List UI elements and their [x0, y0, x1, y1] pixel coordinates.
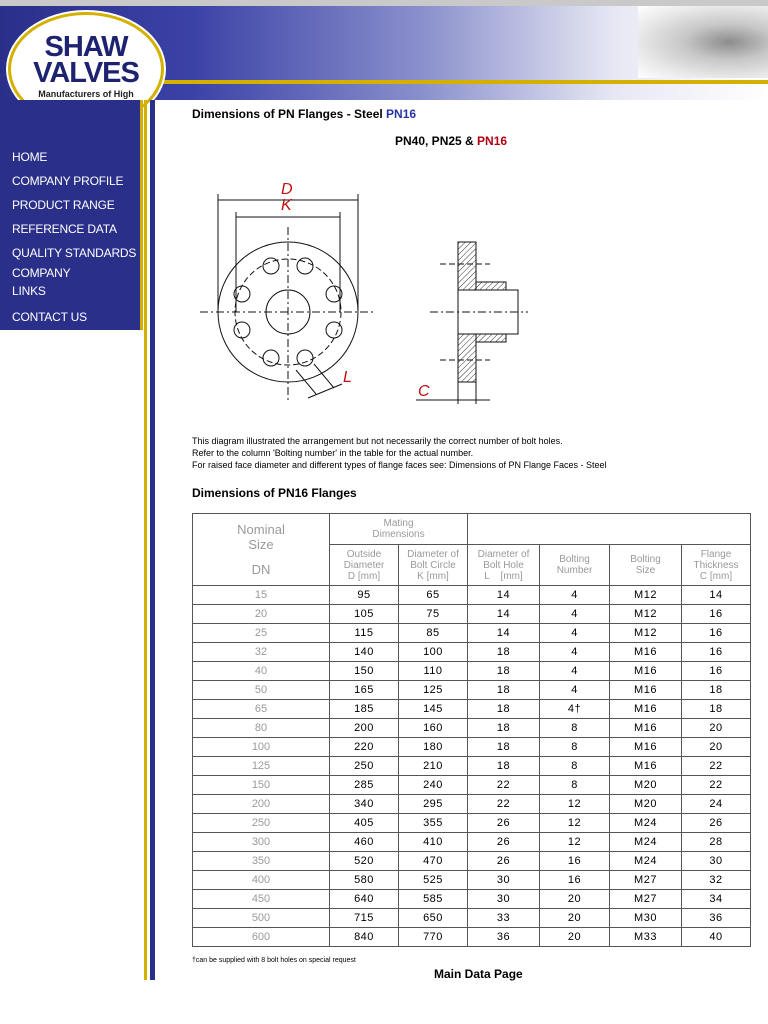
cell-value: 295 — [399, 795, 468, 814]
cell-value: 4 — [540, 643, 610, 662]
nav-reference-data[interactable]: REFERENCE DATA — [12, 222, 117, 236]
header-bolt-circle — [399, 545, 468, 586]
header-blank — [468, 514, 751, 545]
sidebar-gold-edge — [140, 100, 143, 330]
cell-value: M12 — [610, 605, 682, 624]
cell-value: 165 — [330, 681, 399, 700]
cell-value: 22 — [468, 795, 540, 814]
cell-dn: 125 — [193, 757, 330, 776]
cell-value: 16 — [682, 643, 751, 662]
table-row — [193, 890, 751, 909]
header-od-1: Outside — [346, 548, 382, 560]
cell-dn: 400 — [193, 871, 330, 890]
cell-value: 18 — [468, 738, 540, 757]
cell-value: M30 — [610, 909, 682, 928]
table-row — [193, 795, 751, 814]
flange-side-view — [416, 242, 528, 404]
note-line-1: This diagram illustrated the arrangement but not necessarily the correct number of bolt holes. — [192, 436, 563, 446]
cell-value: 22 — [682, 776, 751, 795]
cell-value: 405 — [330, 814, 399, 833]
nav-home[interactable]: HOME — [12, 150, 48, 164]
cell-value: 16 — [682, 624, 751, 643]
cell-value: 20 — [540, 909, 610, 928]
nav-company-profile[interactable]: COMPANY PROFILE — [12, 174, 124, 188]
table-row — [193, 681, 751, 700]
cell-value: 28 — [682, 833, 751, 852]
header-mating-2: Dimensions — [372, 529, 425, 540]
table-row — [193, 586, 751, 605]
cell-dn: 350 — [193, 852, 330, 871]
cell-value: M12 — [610, 586, 682, 605]
cell-value: 355 — [399, 814, 468, 833]
cell-value: 18 — [468, 662, 540, 681]
cell-value: 210 — [399, 757, 468, 776]
cell-dn: 500 — [193, 909, 330, 928]
header-ft-3: C [mm] — [699, 570, 733, 582]
cell-value: 16 — [682, 605, 751, 624]
cell-value: 30 — [468, 871, 540, 890]
page-title-text: Dimensions of PN Flanges - Steel — [192, 107, 387, 121]
diagram-label-c: C — [418, 383, 430, 400]
header-dn: DN — [251, 562, 271, 577]
diagram-label-d: D — [281, 181, 293, 198]
cell-dn: 200 — [193, 795, 330, 814]
page-title-pn: PN16 — [386, 107, 417, 121]
table-row — [193, 814, 751, 833]
cell-value: 100 — [399, 643, 468, 662]
nav-company-links-2[interactable]: LINKS — [12, 284, 46, 298]
table-row — [193, 928, 751, 947]
cell-value: 585 — [399, 890, 468, 909]
note-line-3[interactable]: For raised face diameter and different types of flange faces see: Dimensions of PN Flange Faces - Steel — [192, 460, 607, 470]
cell-dn: 150 — [193, 776, 330, 795]
cell-value: 18 — [468, 700, 540, 719]
cell-value: 18 — [682, 700, 751, 719]
table-row — [193, 852, 751, 871]
cell-value: 4 — [540, 681, 610, 700]
header-bc-1: Diameter of — [407, 548, 459, 560]
cell-value: 18 — [468, 719, 540, 738]
header-mating — [330, 514, 468, 545]
header-flange-thickness — [682, 545, 751, 586]
table-row — [193, 700, 751, 719]
cell-value: 75 — [399, 605, 468, 624]
header-bh-3: L [mm] — [484, 570, 523, 582]
cell-value: 26 — [468, 852, 540, 871]
cell-value: 16 — [682, 662, 751, 681]
cell-value: 770 — [399, 928, 468, 947]
logo-text-valves: VALVES — [33, 57, 139, 89]
cell-value: M27 — [610, 890, 682, 909]
cell-value: 95 — [330, 586, 399, 605]
cell-value: 20 — [540, 928, 610, 947]
flange-dimensions-table — [192, 513, 751, 947]
header-bs-1: Bolting — [630, 554, 661, 565]
header-nominal-1: Nominal — [237, 522, 285, 537]
cell-value: 4 — [540, 624, 610, 643]
cell-value: 20 — [682, 738, 751, 757]
cell-value: M24 — [610, 852, 682, 871]
cell-value: 4† — [540, 700, 610, 719]
cell-value: 18 — [468, 643, 540, 662]
table-row — [193, 909, 751, 928]
header-od-3: D [mm] — [347, 570, 381, 582]
table-title: Dimensions of PN16 Flanges — [192, 486, 357, 500]
cell-dn: 40 — [193, 662, 330, 681]
header-outside-diameter — [330, 545, 399, 586]
cell-value: 240 — [399, 776, 468, 795]
cell-value: 525 — [399, 871, 468, 890]
header-bc-2: Bolt Circle — [410, 559, 456, 571]
table-row — [193, 871, 751, 890]
cell-value: M16 — [610, 757, 682, 776]
cell-value: 580 — [330, 871, 399, 890]
flange-diagram — [190, 172, 540, 412]
cell-value: 33 — [468, 909, 540, 928]
cell-value: 4 — [540, 605, 610, 624]
cell-value: M12 — [610, 624, 682, 643]
cell-value: M16 — [610, 719, 682, 738]
cell-dn: 250 — [193, 814, 330, 833]
cell-value: 185 — [330, 700, 399, 719]
cell-value: M33 — [610, 928, 682, 947]
cell-value: 16 — [540, 871, 610, 890]
header-valve-photo — [638, 6, 768, 78]
header-nominal-size — [193, 514, 330, 586]
header-ft-2: Thickness — [693, 559, 739, 571]
cell-value: 8 — [540, 738, 610, 757]
table-row — [193, 719, 751, 738]
cell-dn: 32 — [193, 643, 330, 662]
cell-dn: 25 — [193, 624, 330, 643]
cell-value: 140 — [330, 643, 399, 662]
cell-value: 20 — [540, 890, 610, 909]
cell-value: 16 — [540, 852, 610, 871]
cell-value: 12 — [540, 795, 610, 814]
cell-value: M20 — [610, 795, 682, 814]
header-bh-1: Diameter of — [477, 548, 530, 560]
cell-value: 125 — [399, 681, 468, 700]
cell-value: M24 — [610, 814, 682, 833]
cell-value: 145 — [399, 700, 468, 719]
table-row — [193, 776, 751, 795]
cell-dn: 100 — [193, 738, 330, 757]
cell-value: 14 — [468, 605, 540, 624]
cell-value: 250 — [330, 757, 399, 776]
cell-value: 30 — [682, 852, 751, 871]
header-bs-2: Size — [635, 565, 656, 576]
cell-value: 150 — [330, 662, 399, 681]
cell-value: 14 — [682, 586, 751, 605]
cell-value: M16 — [610, 681, 682, 700]
cell-value: M20 — [610, 776, 682, 795]
header-bolting-number — [540, 545, 610, 586]
cell-value: 460 — [330, 833, 399, 852]
page-title — [192, 107, 416, 121]
nav-product-range[interactable]: PRODUCT RANGE — [12, 198, 115, 212]
table-row — [193, 605, 751, 624]
header-bolting-size — [610, 545, 682, 586]
diagram-label-l: L — [343, 369, 352, 386]
cell-dn: 300 — [193, 833, 330, 852]
cell-value: 110 — [399, 662, 468, 681]
cell-value: 115 — [330, 624, 399, 643]
logo-tagline-1: Manufacturers of High — [38, 89, 134, 99]
cell-value: 340 — [330, 795, 399, 814]
cell-value: 715 — [330, 909, 399, 928]
diagram-label-k: K — [281, 197, 292, 214]
cell-dn: 600 — [193, 928, 330, 947]
cell-value: 22 — [468, 776, 540, 795]
cell-value: 36 — [682, 909, 751, 928]
cell-value: 34 — [682, 890, 751, 909]
cell-value: 12 — [540, 833, 610, 852]
cell-value: 8 — [540, 719, 610, 738]
cell-value: 4 — [540, 586, 610, 605]
header-mating-1: Mating — [383, 518, 414, 529]
page-subtitle-text: PN40, PN25 & — [395, 134, 478, 148]
cell-value: 12 — [540, 814, 610, 833]
cell-value: 18 — [682, 681, 751, 700]
cell-dn: 20 — [193, 605, 330, 624]
nav-contact-us[interactable]: CONTACT US — [12, 310, 87, 324]
cell-value: 520 — [330, 852, 399, 871]
cell-dn: 80 — [193, 719, 330, 738]
cell-dn: 50 — [193, 681, 330, 700]
divider-blue-line — [150, 100, 155, 980]
cell-value: 8 — [540, 776, 610, 795]
page-subtitle-pn: PN16 — [477, 134, 508, 148]
header-ft-1: Flange — [700, 548, 732, 560]
footnote: †can be supplied with 8 bolt holes on special request — [192, 957, 356, 964]
page-subtitle — [395, 134, 507, 148]
cell-value: 640 — [330, 890, 399, 909]
cell-value: M16 — [610, 738, 682, 757]
cell-value: M16 — [610, 700, 682, 719]
header-bh-2: Bolt Hole — [483, 559, 524, 571]
table-body — [193, 586, 751, 947]
cell-value: 26 — [468, 814, 540, 833]
note-line-2: Refer to the column 'Bolting number' in the table for the actual number. — [192, 448, 474, 458]
cell-value: 65 — [399, 586, 468, 605]
header-od-2: Diameter — [343, 559, 385, 571]
cell-value: M27 — [610, 871, 682, 890]
cell-value: 650 — [399, 909, 468, 928]
cell-value: 470 — [399, 852, 468, 871]
cell-value: 26 — [682, 814, 751, 833]
cell-value: 180 — [399, 738, 468, 757]
cell-value: 40 — [682, 928, 751, 947]
cell-value: 85 — [399, 624, 468, 643]
table-row — [193, 624, 751, 643]
header-bc-3: K [mm] — [417, 570, 449, 582]
table-row — [193, 643, 751, 662]
table-row — [193, 738, 751, 757]
cell-dn: 65 — [193, 700, 330, 719]
cell-value: 840 — [330, 928, 399, 947]
cell-value: 14 — [468, 624, 540, 643]
nav-company-links[interactable]: COMPANY — [12, 266, 71, 280]
cell-value: 14 — [468, 586, 540, 605]
header-gold-rule — [155, 80, 768, 84]
cell-value: 18 — [468, 757, 540, 776]
cell-value: 24 — [682, 795, 751, 814]
cell-value: 8 — [540, 757, 610, 776]
logo-text-shaw: SHAW — [44, 31, 128, 63]
cell-value: 20 — [682, 719, 751, 738]
cell-value: 30 — [468, 890, 540, 909]
cell-dn: 15 — [193, 586, 330, 605]
cell-value: 18 — [468, 681, 540, 700]
table-row — [193, 662, 751, 681]
cell-value: 32 — [682, 871, 751, 890]
cell-value: 220 — [330, 738, 399, 757]
cell-value: 26 — [468, 833, 540, 852]
cell-value: M24 — [610, 833, 682, 852]
header-bn-1: Bolting — [559, 554, 590, 565]
nav-quality-standards[interactable]: QUALITY STANDARDS — [12, 246, 137, 260]
table-row — [193, 833, 751, 852]
header-nominal-2: Size — [248, 537, 274, 552]
main-data-page-link[interactable]: Main Data Page — [434, 967, 523, 981]
cell-dn: 450 — [193, 890, 330, 909]
table-row — [193, 757, 751, 776]
cell-value: 200 — [330, 719, 399, 738]
cell-value: 36 — [468, 928, 540, 947]
cell-value: 22 — [682, 757, 751, 776]
cell-value: 160 — [399, 719, 468, 738]
header-bolt-hole — [468, 545, 540, 586]
divider-gold-line — [144, 100, 147, 980]
cell-value: M16 — [610, 643, 682, 662]
cell-value: M16 — [610, 662, 682, 681]
header-bn-2: Number — [556, 565, 593, 576]
cell-value: 410 — [399, 833, 468, 852]
cell-value: 4 — [540, 662, 610, 681]
cell-value: 105 — [330, 605, 399, 624]
cell-value: 285 — [330, 776, 399, 795]
